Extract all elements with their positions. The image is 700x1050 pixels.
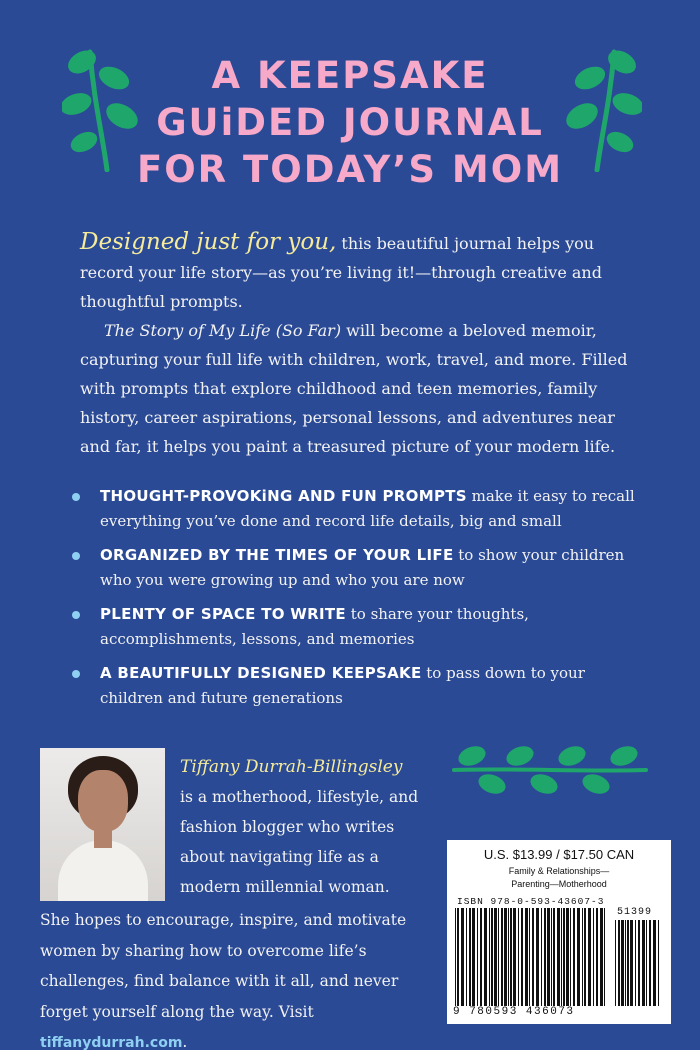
intro-copy <box>80 228 640 461</box>
category-label: Family & Relationships— <box>508 866 610 876</box>
author-bio-bottom <box>40 905 430 1050</box>
barcode-panel <box>447 840 671 1024</box>
author-bio-text: She hopes to encourage, inspire, and motivate women by sharing how to overcome life’s challenges, find balance with it all, and never forget yourself along the way. Visit <box>40 911 407 1021</box>
feature-text: to show your children who you were growing up and who you are now <box>100 546 625 589</box>
vine-icon <box>450 740 650 800</box>
feature-item <box>72 602 652 652</box>
feature-list <box>72 484 652 720</box>
bullet-dot-icon <box>72 670 80 678</box>
ean-number: 9 780593 436073 <box>453 1006 575 1018</box>
author-bio-text: is a motherhood, lifestyle, and fashion blogger who writes about navigating life as a modern millennial woman. <box>180 788 419 896</box>
bullet-dot-icon <box>72 552 80 560</box>
bullet-dot-icon <box>72 611 80 619</box>
feature-lead: THOUGHT-PROVOKiNG AND FUN PROMPTS <box>100 487 467 505</box>
price-code: 51399 <box>617 907 653 918</box>
book-title: The Story of My Life (So Far) <box>104 321 342 340</box>
intro-text: will become a beloved memoir, capturing your full life with children, work, travel, and more. Filled with prompts that explore childhood and teen memories, family history, career aspirations, personal lessons, and adventures near and far, it helps you paint a treasured picture of your modern life. <box>80 321 628 456</box>
category-label: Parenting—Motherhood <box>511 879 607 889</box>
intro-text: this beautiful journal helps you record your life story—as you’re living it!—through creative and thoughtful prompts. <box>80 234 602 311</box>
intro-paragraph <box>80 316 640 461</box>
author-name: Tiffany Durrah-Billingsley <box>180 757 403 777</box>
script-lead: Designed just for you, <box>80 229 337 255</box>
price-label: U.S. $13.99 / $17.50 CAN <box>483 847 635 862</box>
author-website-link[interactable]: tiffanydurrah.com <box>40 1035 183 1050</box>
bullet-dot-icon <box>72 493 80 501</box>
feature-item <box>72 543 652 593</box>
feature-lead: A BEAUTIFULLY DESIGNED KEEPSAKE <box>100 664 422 682</box>
feature-item <box>72 661 652 711</box>
feature-text: to share your thoughts, accomplishments, lessons, and memories <box>100 605 529 648</box>
isbn-label: ISBN 978-0-593-43607-3 <box>457 896 605 907</box>
author-photo <box>40 748 165 901</box>
headline-line: A KEEPSAKE <box>211 54 489 97</box>
headline-line: FOR TODAY’S MOM <box>136 148 564 191</box>
feature-item <box>72 484 652 534</box>
feature-text: make it easy to recall everything you’ve done and record life details, big and small <box>100 487 635 530</box>
feature-lead: PLENTY OF SPACE TO WRITE <box>100 605 346 623</box>
barcode-icon <box>455 908 607 1006</box>
headline-line: GUiDED JOURNAL <box>156 101 544 144</box>
feature-text: to pass down to your children and future generations <box>100 664 585 707</box>
intro-paragraph <box>80 228 640 316</box>
author-bio-end: . <box>182 1033 188 1050</box>
feature-lead: ORGANIZED BY THE TIMES OF YOUR LIFE <box>100 546 454 564</box>
price-barcode-icon <box>615 920 663 1006</box>
cover-headline <box>0 52 700 193</box>
